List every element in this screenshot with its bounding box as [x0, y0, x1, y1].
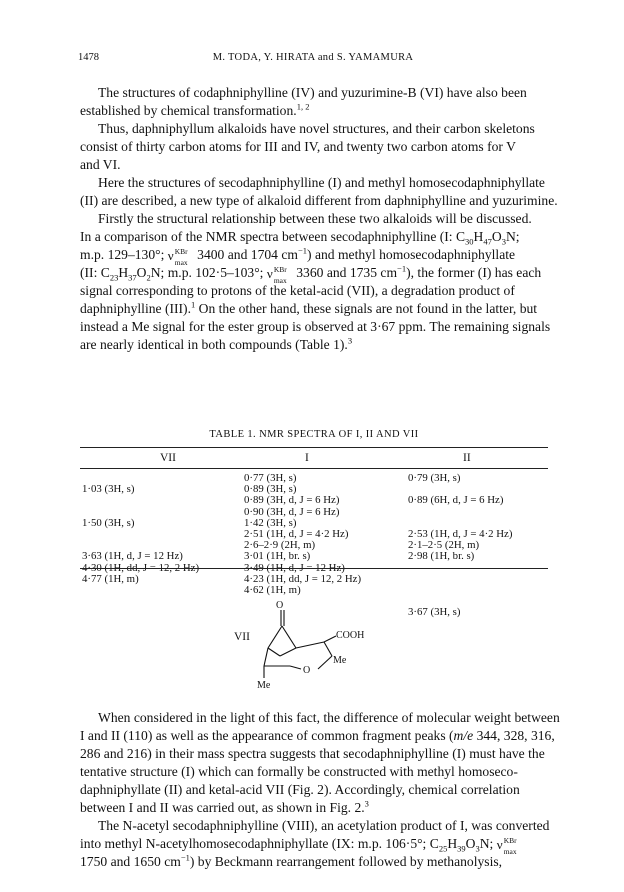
paragraph-5-line-4: tentative structure (I) which can formally be constructed with methyl homoseco-	[80, 764, 518, 779]
bridge-bond	[280, 648, 296, 656]
table-cell: 4·62 (1H, m)	[244, 584, 301, 596]
subscript: 3	[475, 843, 480, 854]
kbr-superscript: KBr	[273, 265, 287, 274]
paragraph-2-line-3: and VI.	[80, 157, 121, 172]
text-run: O	[465, 836, 476, 851]
paragraph-5-line-1: When considered in the light of this fact, the difference of molecular weight between	[98, 710, 560, 725]
paragraph-1-line-2-text: established by chemical transformation.	[80, 103, 297, 118]
ring-bond	[282, 626, 296, 648]
reference-marker: 3	[364, 798, 369, 809]
table-cell: 1·03 (3H, s)	[82, 483, 135, 496]
text-run: m.p. 129–130°;	[80, 247, 165, 262]
nu-symbol: ν	[167, 248, 174, 263]
ketal-acid-structure	[220, 596, 420, 692]
table-header-vii: VII	[160, 452, 176, 464]
ring-bond	[318, 656, 332, 669]
superscript: −1	[297, 245, 308, 256]
table-header-rule	[80, 468, 548, 469]
paragraph-2	[80, 120, 548, 174]
text-run: On the other hand, these signals are not found in the latter, but	[195, 301, 538, 316]
text-run: ), the former (I) has each	[406, 265, 542, 280]
reference-marker: 1, 2	[296, 101, 310, 112]
text-run: I and II (110) as well as the appearance of common fragment peaks (	[80, 728, 454, 743]
table-cell: 0·89 (3H, d, J = 6 Hz)	[244, 494, 340, 507]
text-run: N;	[505, 229, 520, 244]
subscript: 37	[128, 272, 137, 283]
max-subscript: max	[174, 258, 188, 267]
nu-symbol: ν	[496, 837, 503, 852]
paragraph-4-line-8	[80, 336, 548, 354]
subscript: 30	[465, 236, 474, 247]
paragraph-3-line-2: (II) are described, a new type of alkaloid different from daphniphylline and yuzurimine.	[80, 193, 558, 208]
paragraph-1-line-1: The structures of codaphniphylline (IV) and yuzurimine-B (VI) have also been	[98, 85, 527, 100]
paragraph-6-line-1: The N-acetyl secodaphniphylline (VIII), an acetylation product of I, was converted	[98, 818, 550, 833]
table-caption: TABLE 1. NMR SPECTRA OF I, II AND VII	[209, 429, 419, 440]
paragraph-5	[80, 709, 560, 817]
text-run: H	[473, 229, 484, 244]
text-run: In a comparison of the NMR spectra between secodaphniphylline (I: C	[80, 229, 466, 244]
structure-label: VII	[234, 631, 250, 643]
subscript: 3	[501, 236, 506, 247]
subscript: 2	[146, 272, 151, 283]
subscript: 39	[457, 843, 466, 854]
ir-kbr-symbol	[496, 836, 523, 856]
text-run: 344, 328, 316,	[473, 728, 555, 743]
superscript: −1	[180, 852, 190, 863]
reference-marker: 3	[347, 335, 353, 346]
max-subscript: max	[273, 276, 287, 285]
ring-bond	[264, 648, 268, 666]
reference-marker: 1	[190, 299, 196, 310]
table-top-rule	[80, 447, 548, 448]
text-run: 1750 and 1650 cm	[80, 854, 181, 869]
paragraph-2-line-2: consist of thirty carbon atoms for III and IV, and twenty two carbon atoms for V	[80, 139, 516, 154]
text-run: between I and II was carried out, as shown in Fig. 2.	[80, 800, 365, 815]
paragraph-4-line-1: Firstly the structural relationship between these two alkaloids will be discussed.	[98, 211, 532, 226]
bridge-bond	[268, 648, 280, 656]
running-head-authors: M. TODA, Y. HIRATA and S. YAMAMURA	[212, 52, 414, 63]
atom-o-top: O	[276, 600, 284, 611]
paragraph-4-line-5: signal corresponding to protons of the ketal-acid (VII), a degradation product of	[80, 283, 515, 298]
paragraph-5-line-2	[80, 727, 555, 745]
mass-charge-ratio: m/e	[453, 728, 474, 743]
paragraph-4	[80, 210, 551, 354]
table-header-i: I	[305, 452, 309, 464]
table-cell: 3·63 (1H, d, J = 12 Hz)	[82, 550, 183, 563]
text-run: O	[491, 229, 502, 244]
subscript: 23	[109, 272, 119, 283]
kbr-superscript: KBr	[503, 836, 517, 845]
text-run: ) and methyl homosecodaphniphyllate	[307, 247, 516, 262]
table-cell: 1·50 (3H, s)	[82, 516, 135, 529]
paragraph-6-line-3	[80, 853, 548, 871]
table-cell: 4·77 (1H, m)	[82, 572, 139, 585]
nu-symbol: ν	[266, 266, 273, 281]
table-cell: 0·90 (3H, d, J = 6 Hz)	[244, 505, 340, 518]
table-cell: 2·53 (1H, d, J = 4·2 Hz)	[408, 528, 513, 540]
table-cell: 0·89 (3H, s)	[244, 483, 297, 496]
text-run: daphniphylline (III).	[80, 301, 191, 316]
table-cell: 3·67 (3H, s)	[408, 606, 461, 619]
table-header-ii: II	[463, 452, 471, 464]
kbr-superscript: KBr	[174, 247, 188, 256]
ring-bond	[296, 642, 324, 648]
table-cell: 4·30 (1H, dd, J = 12, 2 Hz)	[82, 561, 200, 574]
page-number: 1478	[78, 52, 99, 63]
paragraph-6-line-2	[80, 835, 548, 856]
paragraph-6	[80, 817, 548, 871]
paragraph-5-line-3: 286 and 216) in their mass spectra suggests that secodaphniphylline (I) must have the	[80, 746, 545, 761]
table-cell: 4·23 (1H, dd, J = 12, 2 Hz)	[244, 572, 362, 585]
table-cell: 0·79 (3H, s)	[408, 472, 461, 484]
text-run: N; m.p. 102·5–103°;	[150, 265, 264, 280]
table-cell: 2·6–2·9 (2H, m)	[244, 539, 316, 552]
text-run: N;	[479, 836, 494, 851]
paragraph-3	[80, 174, 558, 210]
text-run: 3360 and 1735 cm	[292, 265, 398, 280]
text-run: O	[136, 265, 147, 280]
table-cell: 1·42 (3H, s)	[244, 516, 297, 529]
table-cell: 2·98 (1H, br. s)	[408, 550, 475, 563]
paragraph-1	[80, 84, 548, 120]
methyl-right: Me	[333, 655, 347, 666]
subscript: 25	[438, 843, 448, 854]
ir-kbr-symbol	[167, 247, 194, 267]
max-subscript: max	[503, 847, 517, 856]
ring-bond	[324, 642, 332, 656]
running-header	[78, 52, 548, 68]
paragraph-4-line-7: instead a Me signal for the ester group is observed at 3·67 ppm. The remaining signals	[80, 319, 551, 334]
paragraph-4-line-4	[80, 263, 548, 285]
paragraph-1-line-2	[80, 102, 548, 120]
paragraph-4-line-3	[80, 245, 548, 267]
table-cell: 3·49 (1H, d, J = 12 Hz)	[244, 561, 345, 574]
subscript: 47	[483, 236, 492, 247]
table-cell: 0·77 (3H, s)	[244, 472, 297, 484]
text-run: are nearly identical in both compounds (Table 1).	[80, 337, 348, 352]
table-cell: 2·51 (1H, d, J = 4·2 Hz)	[244, 528, 349, 540]
text-run: H	[447, 836, 458, 851]
table-cell: 3·01 (1H, br. s)	[244, 550, 311, 563]
text-run: ) by Beckmann rearrangement followed by methanolysis,	[189, 854, 503, 869]
ir-kbr-symbol	[266, 265, 293, 285]
paragraph-4-line-6	[80, 300, 548, 318]
atom-o-ring: O	[303, 665, 311, 676]
paragraph-3-line-1: Here the structures of secodaphniphylline (I) and methyl homosecodaphniphyllate	[98, 175, 545, 190]
paragraph-5-line-6	[80, 799, 548, 817]
methyl-bottom: Me	[257, 680, 271, 691]
cooh-bond	[324, 636, 336, 642]
paragraph-4-line-2	[80, 228, 548, 246]
text-run: H	[118, 265, 129, 280]
text-run: into methyl N-acetylhomosecodaphniphyllate (IX: m.p. 106·5°; C	[80, 836, 439, 851]
table-bottom-rule	[80, 568, 548, 569]
paragraph-5-line-5: daphniphyllate (II) and ketal-acid VII (Fig. 2). Accordingly, chemical correlation	[80, 782, 520, 797]
ring-bond	[290, 666, 301, 669]
paragraph-2-line-1: Thus, daphniphyllum alkaloids have novel structures, and their carbon skeletons	[98, 121, 535, 136]
superscript: −1	[397, 263, 407, 274]
table-cell: 0·89 (6H, d, J = 6 Hz)	[408, 494, 504, 507]
text-run: 3400 and 1704 cm	[193, 247, 298, 262]
table-cell: 2·1–2·5 (2H, m)	[408, 539, 480, 552]
ring-bond	[268, 626, 282, 648]
cooh-group: COOH	[336, 630, 365, 641]
text-run: (II: C	[80, 265, 110, 280]
